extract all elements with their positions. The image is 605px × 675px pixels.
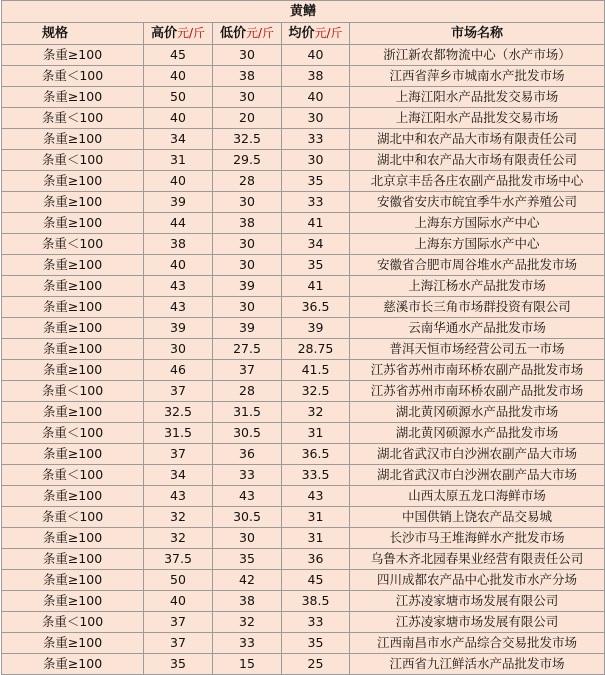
cell-spec: 条重＜100 xyxy=(2,66,144,87)
table-row xyxy=(2,108,605,129)
header-avg xyxy=(282,23,350,45)
cell-low-price: 30 xyxy=(213,255,282,276)
cell-market-name: 江苏凌家塘市场发展有限公司 xyxy=(350,591,605,612)
table-row xyxy=(2,129,605,150)
cell-spec: 条重≥100 xyxy=(2,339,144,360)
cell-market-name: 湖北黄冈硕源水产品批发市场 xyxy=(350,402,605,423)
table-row xyxy=(2,234,605,255)
cell-avg-price: 41.5 xyxy=(282,360,350,381)
cell-high-price: 37 xyxy=(144,633,213,654)
cell-market-name: 安徽省安庆市皖宜季牛水产养殖公司 xyxy=(350,192,605,213)
cell-avg-price: 33 xyxy=(282,192,350,213)
cell-spec: 条重≥100 xyxy=(2,591,144,612)
cell-high-price: 46 xyxy=(144,360,213,381)
table-row xyxy=(2,297,605,318)
table-row xyxy=(2,507,605,528)
cell-market-name: 湖北省武汉市白沙洲农副产品大市场 xyxy=(350,444,605,465)
table-row xyxy=(2,87,605,108)
cell-market-name: 江苏省苏州市南环桥农副产品批发市场 xyxy=(350,381,605,402)
header-market xyxy=(350,23,605,45)
cell-low-price: 35 xyxy=(213,549,282,570)
header-market-label: 市场名称 xyxy=(451,25,504,41)
cell-spec: 条重≥100 xyxy=(2,360,144,381)
cell-market-name: 湖北中和农产品大市场有限责任公司 xyxy=(350,150,605,171)
cell-market-name: 湖北省武汉市白沙洲农副产品大市场 xyxy=(350,465,605,486)
cell-high-price: 32 xyxy=(144,528,213,549)
header-spec xyxy=(2,23,144,45)
cell-high-price: 39 xyxy=(144,318,213,339)
cell-high-price: 31.5 xyxy=(144,423,213,444)
cell-low-price: 30 xyxy=(213,192,282,213)
cell-low-price: 37 xyxy=(213,360,282,381)
cell-avg-price: 35 xyxy=(282,633,350,654)
table-row xyxy=(2,192,605,213)
table-row xyxy=(2,213,605,234)
cell-spec: 条重＜100 xyxy=(2,465,144,486)
table-row xyxy=(2,339,605,360)
cell-high-price: 34 xyxy=(144,465,213,486)
cell-high-price: 40 xyxy=(144,171,213,192)
cell-low-price: 33 xyxy=(213,633,282,654)
cell-high-price: 40 xyxy=(144,591,213,612)
cell-spec: 条重≥100 xyxy=(2,444,144,465)
cell-low-price: 30 xyxy=(213,234,282,255)
cell-high-price: 40 xyxy=(144,66,213,87)
header-row xyxy=(2,23,605,45)
cell-low-price: 33 xyxy=(213,465,282,486)
cell-low-price: 30 xyxy=(213,528,282,549)
cell-market-name: 江西省萍乡市城南水产批发市场 xyxy=(350,66,605,87)
cell-market-name: 安徽省合肥市周谷堆水产品批发市场 xyxy=(350,255,605,276)
cell-avg-price: 36 xyxy=(282,549,350,570)
cell-avg-price: 35 xyxy=(282,171,350,192)
table-row xyxy=(2,255,605,276)
table-row xyxy=(2,381,605,402)
cell-low-price: 32.5 xyxy=(213,129,282,150)
cell-market-name: 上海江阳水产品批发交易市场 xyxy=(350,108,605,129)
cell-spec: 条重≥100 xyxy=(2,213,144,234)
cell-high-price: 43 xyxy=(144,486,213,507)
cell-low-price: 38 xyxy=(213,591,282,612)
cell-low-price: 30 xyxy=(213,45,282,66)
cell-market-name: 慈溪市长三角市场群投资有限公司 xyxy=(350,297,605,318)
cell-avg-price: 38.5 xyxy=(282,591,350,612)
title-row xyxy=(2,1,605,23)
cell-avg-price: 40 xyxy=(282,45,350,66)
cell-spec: 条重＜100 xyxy=(2,423,144,444)
cell-market-name: 湖北黄冈硕源水产品批发市场 xyxy=(350,423,605,444)
cell-market-name: 上海东方国际水产中心 xyxy=(350,234,605,255)
cell-market-name: 浙江新农都物流中心（水产市场） xyxy=(350,45,605,66)
cell-low-price: 43 xyxy=(213,486,282,507)
cell-high-price: 45 xyxy=(144,45,213,66)
cell-avg-price: 43 xyxy=(282,486,350,507)
cell-spec: 条重≥100 xyxy=(2,486,144,507)
cell-market-name: 湖北中和农产品大市场有限责任公司 xyxy=(350,129,605,150)
cell-market-name: 普洱天恒市场经营公司五一市场 xyxy=(350,339,605,360)
table-row xyxy=(2,654,605,675)
cell-spec: 条重≥100 xyxy=(2,654,144,675)
cell-low-price: 38 xyxy=(213,213,282,234)
cell-avg-price: 35 xyxy=(282,255,350,276)
table-row xyxy=(2,444,605,465)
cell-low-price: 30.5 xyxy=(213,423,282,444)
cell-avg-price: 36.5 xyxy=(282,297,350,318)
cell-low-price: 28 xyxy=(213,171,282,192)
cell-high-price: 37 xyxy=(144,381,213,402)
cell-high-price: 37 xyxy=(144,612,213,633)
table-row xyxy=(2,45,605,66)
cell-avg-price: 30 xyxy=(282,150,350,171)
header-low-unit: 元/斤 xyxy=(245,26,275,40)
cell-avg-price: 41 xyxy=(282,213,350,234)
table-title: 黄鳝 xyxy=(2,1,605,23)
cell-spec: 条重≥100 xyxy=(2,45,144,66)
cell-high-price: 31 xyxy=(144,150,213,171)
cell-spec: 条重≥100 xyxy=(2,276,144,297)
cell-high-price: 35 xyxy=(144,654,213,675)
cell-low-price: 32 xyxy=(213,612,282,633)
cell-high-price: 30 xyxy=(144,339,213,360)
cell-avg-price: 31 xyxy=(282,528,350,549)
table-row xyxy=(2,591,605,612)
table-row xyxy=(2,570,605,591)
table-row xyxy=(2,318,605,339)
cell-high-price: 37.5 xyxy=(144,549,213,570)
cell-market-name: 长沙市马王堆海鲜水产批发市场 xyxy=(350,528,605,549)
cell-low-price: 15 xyxy=(213,654,282,675)
cell-low-price: 31.5 xyxy=(213,402,282,423)
table-row xyxy=(2,633,605,654)
cell-low-price: 30 xyxy=(213,297,282,318)
cell-avg-price: 40 xyxy=(282,87,350,108)
header-low-label: 低价 xyxy=(219,26,246,41)
cell-avg-price: 28.75 xyxy=(282,339,350,360)
cell-high-price: 43 xyxy=(144,297,213,318)
cell-spec: 条重≥100 xyxy=(2,87,144,108)
header-high xyxy=(144,23,213,45)
cell-market-name: 江苏凌家塘市场发展有限公司 xyxy=(350,612,605,633)
table-row xyxy=(2,612,605,633)
cell-high-price: 44 xyxy=(144,213,213,234)
table-row xyxy=(2,486,605,507)
cell-avg-price: 30 xyxy=(282,108,350,129)
cell-spec: 条重≥100 xyxy=(2,402,144,423)
cell-avg-price: 33 xyxy=(282,612,350,633)
cell-low-price: 30 xyxy=(213,87,282,108)
cell-spec: 条重≥100 xyxy=(2,318,144,339)
cell-avg-price: 36.5 xyxy=(282,444,350,465)
cell-market-name: 云南华通水产品批发市场 xyxy=(350,318,605,339)
cell-avg-price: 31 xyxy=(282,423,350,444)
cell-spec: 条重≥100 xyxy=(2,549,144,570)
table-row xyxy=(2,66,605,87)
cell-spec: 条重≥100 xyxy=(2,129,144,150)
cell-market-name: 江西省九江鲜活水产品批发市场 xyxy=(350,654,605,675)
cell-avg-price: 33.5 xyxy=(282,465,350,486)
cell-low-price: 28 xyxy=(213,381,282,402)
cell-low-price: 27.5 xyxy=(213,339,282,360)
table-row xyxy=(2,402,605,423)
cell-low-price: 39 xyxy=(213,276,282,297)
table-row xyxy=(2,171,605,192)
cell-spec: 条重＜100 xyxy=(2,234,144,255)
cell-spec: 条重≥100 xyxy=(2,192,144,213)
cell-low-price: 42 xyxy=(213,570,282,591)
cell-high-price: 50 xyxy=(144,87,213,108)
cell-market-name: 上海东方国际水产中心 xyxy=(350,213,605,234)
cell-low-price: 29.5 xyxy=(213,150,282,171)
cell-spec: 条重≥100 xyxy=(2,171,144,192)
cell-high-price: 32.5 xyxy=(144,402,213,423)
cell-spec: 条重≥100 xyxy=(2,297,144,318)
cell-avg-price: 33 xyxy=(282,129,350,150)
table-row xyxy=(2,150,605,171)
table-row xyxy=(2,549,605,570)
cell-avg-price: 41 xyxy=(282,276,350,297)
cell-high-price: 40 xyxy=(144,255,213,276)
cell-market-name: 中国供销上饶农产品交易城 xyxy=(350,507,605,528)
cell-low-price: 20 xyxy=(213,108,282,129)
cell-avg-price: 45 xyxy=(282,570,350,591)
cell-low-price: 38 xyxy=(213,66,282,87)
cell-high-price: 39 xyxy=(144,192,213,213)
cell-market-name: 四川成都农产品中心批发市水产分场 xyxy=(350,570,605,591)
cell-avg-price: 38 xyxy=(282,66,350,87)
cell-high-price: 43 xyxy=(144,276,213,297)
cell-spec: 条重＜100 xyxy=(2,381,144,402)
table-row xyxy=(2,276,605,297)
header-high-unit: 元/斤 xyxy=(176,26,206,40)
cell-high-price: 38 xyxy=(144,234,213,255)
table-row xyxy=(2,360,605,381)
cell-spec: 条重＜100 xyxy=(2,150,144,171)
cell-market-name: 山西太原五龙口海鲜市场 xyxy=(350,486,605,507)
header-high-label: 高价 xyxy=(150,26,177,41)
header-spec-label: 规格 xyxy=(42,25,69,41)
table-row xyxy=(2,423,605,444)
cell-spec: 条重＜100 xyxy=(2,108,144,129)
header-low xyxy=(213,23,282,45)
header-avg-label: 均价 xyxy=(288,26,315,41)
cell-spec: 条重≥100 xyxy=(2,633,144,654)
price-table xyxy=(1,0,605,675)
cell-avg-price: 25 xyxy=(282,654,350,675)
cell-market-name: 江苏省苏州市南环桥农副产品批发市场 xyxy=(350,360,605,381)
cell-spec: 条重＜100 xyxy=(2,507,144,528)
cell-spec: 条重≥100 xyxy=(2,570,144,591)
cell-market-name: 上海江杨水产品批发市场 xyxy=(350,276,605,297)
cell-market-name: 江西南昌市水产品综合交易批发市场 xyxy=(350,633,605,654)
cell-high-price: 34 xyxy=(144,129,213,150)
cell-low-price: 30.5 xyxy=(213,507,282,528)
cell-low-price: 36 xyxy=(213,444,282,465)
cell-avg-price: 39 xyxy=(282,318,350,339)
cell-low-price: 39 xyxy=(213,318,282,339)
cell-avg-price: 31 xyxy=(282,507,350,528)
cell-spec: 条重＜100 xyxy=(2,612,144,633)
cell-avg-price: 34 xyxy=(282,234,350,255)
cell-spec: 条重≥100 xyxy=(2,528,144,549)
cell-high-price: 32 xyxy=(144,507,213,528)
cell-high-price: 37 xyxy=(144,444,213,465)
cell-market-name: 北京京丰岳各庄农副产品批发市场中心 xyxy=(350,171,605,192)
cell-avg-price: 32 xyxy=(282,402,350,423)
cell-high-price: 50 xyxy=(144,570,213,591)
cell-high-price: 40 xyxy=(144,108,213,129)
cell-spec: 条重≥100 xyxy=(2,255,144,276)
header-avg-unit: 元/斤 xyxy=(314,26,343,40)
table-row xyxy=(2,465,605,486)
table-row xyxy=(2,528,605,549)
cell-market-name: 上海江阳水产品批发交易市场 xyxy=(350,87,605,108)
cell-avg-price: 32.5 xyxy=(282,381,350,402)
cell-market-name: 乌鲁木齐北园春果业经营有限责任公司 xyxy=(350,549,605,570)
